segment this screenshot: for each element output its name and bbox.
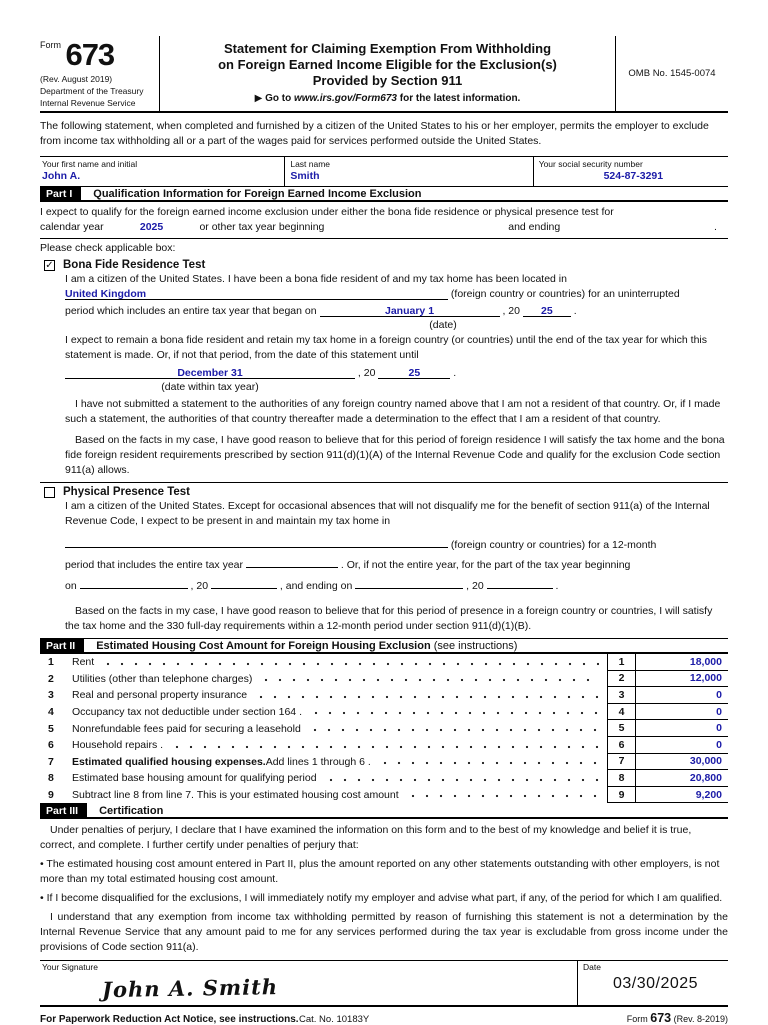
pp-p1-suffix: (foreign country or countries) for a 12-month [450,539,657,551]
bf-period-mark: . [573,305,577,317]
qualify-paragraph: I expect to qualify for the foreign earned income exclusion under either the bona fide residence or physical presence test for [40,206,614,218]
bf-began-year-value[interactable]: 25 [541,305,553,317]
bf-p1: I am a citizen of the United States. I have been a bona fide resident of and my tax home has been located in [65,273,567,285]
row-label-text: Occupancy tax not deductible under section 164 . [72,706,302,719]
bf-date-caption: (date) [429,319,457,331]
bf-p1-suffix: (foreign country or countries) for an uninterrupted [450,288,680,300]
and-ending-label: and ending [508,221,561,233]
part3-tag: Part III [40,803,87,817]
line-number-box: 9 [607,787,636,804]
period-mark: . [714,221,717,233]
table-row [40,704,728,721]
part2-title [84,639,517,652]
line-number-box: 6 [607,737,636,754]
pp-p2-prefix: period that includes the entire tax year [65,559,244,571]
dot-leader [254,693,599,701]
last-name-field[interactable] [285,157,533,186]
line-number-box: 4 [607,704,636,721]
dot-leader [170,743,599,751]
form-footer-id [469,1011,728,1025]
amount-field[interactable]: 20,800 [636,770,728,787]
line-number-box: 3 [607,687,636,704]
bf-until-comma20: , 20 [357,367,376,379]
other-year-label: or other tax year beginning [199,221,325,233]
form-title-block [160,36,616,111]
irs-url-link[interactable]: www.irs.gov/Form673 [294,93,397,104]
bf-began-line [65,304,728,319]
table-row [40,654,728,671]
signature-label: Your Signature [42,962,98,973]
first-name-value[interactable]: John A. [42,170,81,182]
dot-leader [308,726,599,734]
row-label [62,754,607,771]
physical-checkbox[interactable] [44,487,55,498]
amount-field[interactable]: 12,000 [636,671,728,688]
catalog-number: Cat. No. 10183Y [299,1014,370,1025]
amount-field[interactable]: 0 [636,704,728,721]
bf-began-date-value[interactable]: January 1 [385,305,435,317]
identity-row [40,157,728,186]
cert-p1: Under penalties of perjury, I declare that I have examined the information on this form and to the best of my knowledge and belief it is true, correct, and complete. I further certify under penalties of perjury that: [40,824,692,852]
row-number: 7 [48,755,54,768]
bf-until-year-value[interactable]: 25 [408,367,421,379]
pp-comma20-b: , 20 [466,580,484,592]
line-number-box: 2 [607,671,636,688]
line-number-box: 1 [607,654,636,671]
bona-fide-section [40,272,728,478]
pp-on-label: on [65,580,77,592]
bf-until-line [65,366,728,381]
ssn-field[interactable] [534,157,728,186]
physical-heading: Physical Presence Test [63,486,190,498]
part1-bar [40,186,728,202]
cert-bullet2: • If I become disqualified for the exclusions, I will immediately notify my employer and advise what part, if any, of the period for which I am qualified. [40,892,723,905]
dot-leader [324,776,599,784]
bf-country-field[interactable] [65,287,448,300]
table-row [40,787,728,804]
row-label-text: Nonrefundable fees paid for securing a leasehold [72,722,301,735]
dot-leader [259,676,599,684]
pp-begin-year-field[interactable] [211,576,277,589]
part2-tag: Part II [40,639,84,652]
pp-divider [40,482,728,483]
row-label [62,737,607,754]
pp-begin-date-field[interactable] [80,576,188,589]
bf-p4: I have not submitted a statement to the authorities of any foreign country named above that I am not a resident of that country. Or, if I made such a statement, the authorities of that country thereafter made a determination to the effect that I am a resident of that country. [65,398,721,425]
form-title [168,41,607,89]
check-prompt: Please check applicable box: [40,242,176,254]
pp-end-date-field[interactable] [355,576,463,589]
bona-fide-checkbox-row [44,259,728,271]
row-label [62,720,607,737]
bf-date-within-caption: (date within tax year) [161,381,259,393]
line-number-box: 7 [607,754,636,771]
line-number-box: 5 [607,720,636,737]
intro-paragraph: The following statement, when completed and furnished by a citizen of the United States to his or her employer, permits the employer to exclude from income tax withholding all or a part of the wages paid for services performed outside the United States. [40,113,728,157]
pp-p2-suffix: . Or, if not the entire year, for the part of the tax year beginning [340,559,631,571]
dept-irs: Internal Revenue Service [40,98,136,108]
dot-leader [378,759,599,767]
tax-year-line [40,220,728,239]
pp-entire-year-line [65,555,728,573]
row-number: 1 [48,656,54,669]
amount-field[interactable]: 0 [636,737,728,754]
first-name-field[interactable] [40,157,285,186]
table-row [40,671,728,688]
row-label [62,671,607,688]
row-label-bold: Estimated qualified housing expenses. [72,755,266,768]
omb-number: OMB No. 1545-0074 [628,68,716,79]
form-number: 673 [65,37,115,72]
pp-country-field[interactable] [65,535,448,548]
goto-arrow-icon: ▶ Go to [254,93,294,104]
pp-entire-year-field[interactable] [246,555,338,568]
bf-country-line [65,287,728,302]
bf-until-date-field[interactable] [65,366,355,379]
goto-line [168,89,607,107]
footer-rev: (Rev. 8-2019) [673,1014,728,1025]
form-title-line2: on Foreign Earned Income Eligible for the Exclusion(s) [218,57,557,72]
signature-field[interactable] [40,961,578,1005]
ssn-value[interactable]: 524-87-3291 [603,170,664,182]
row-label-text: Estimated base housing amount for qualifying period [72,772,317,785]
physical-checkbox-row [44,486,728,498]
bf-p2-prefix: period which includes an entire tax year that began on [65,305,317,317]
table-row [40,687,728,704]
bf-until-year-field[interactable] [378,366,450,379]
calendar-year-value[interactable]: 2025 [139,221,164,233]
part1-tag: Part I [40,187,81,200]
pp-comma20-a: , 20 [190,580,209,592]
part2-bar [40,638,728,654]
footer-form-number: 673 [650,1011,672,1025]
amount-field[interactable]: 18,000 [636,654,728,671]
row-label-text: Utilities (other than telephone charges) [72,672,253,685]
row-label [62,704,607,721]
form-title-line3: Provided by Section 911 [312,73,463,88]
row-label-text: Subtract line 8 from line 7. This is your estimated housing cost amount [72,789,399,802]
table-row [40,737,728,754]
row-number: 2 [48,672,54,685]
dept-treasury: Department of the Treasury [40,86,144,96]
row-label-text: Real and personal property insurance [72,689,248,702]
page-footer [40,1007,728,1025]
ssn-label: Your social security number [538,159,643,169]
dot-leader [406,792,599,800]
pp-end-year-field[interactable] [487,576,553,589]
form-word: Form [40,40,61,50]
pp-period-mark: . [555,580,559,592]
bona-fide-checkbox[interactable]: ✓ [45,259,54,271]
physical-section [40,499,728,634]
row-label [62,770,607,787]
row-number: 6 [48,739,54,752]
row-label-text: Rent [72,656,95,669]
certification-section [40,823,728,955]
form-number-block [40,36,160,111]
table-row [40,754,728,771]
row-number: 3 [48,689,54,702]
bf-country-value[interactable]: United Kingdom [65,288,147,300]
bf-p3: I expect to remain a bona fide resident and retain my tax home in a foreign country (or countries) until the end of the tax year for which this statement is made. Or, if not that period, from the date of this statement until [65,334,708,361]
signature-value[interactable]: John A. Smith [101,974,279,1003]
form-revision: (Rev. August 2019) [40,74,113,84]
bf-until-date-value[interactable]: December 31 [177,367,243,379]
bf-comma20: , 20 [502,305,520,317]
cert-p2: I understand that any exemption from income tax withholding permitted by reason of furnishing this statement is not a determination by the Internal Revenue Service that any amount paid to me for any services performed during the tax year is excludable from gross income under the provisions of Code section 911(a). [40,911,728,954]
table-row [40,720,728,737]
row-label [62,654,607,671]
paperwork-notice: For Paperwork Reduction Act Notice, see instructions. [40,1014,299,1025]
bf-until-period-mark: . [453,367,457,379]
dot-leader [309,709,599,717]
pp-and-ending-on: , and ending on [279,580,353,592]
cert-bullet1: • The estimated housing cost amount entered in Part II, plus the amount reported on any other statements outstanding with other employers, is not more than my total estimated housing cost amount. [40,858,720,886]
amount-field[interactable]: 0 [636,687,728,704]
date-label: Date [583,962,601,973]
last-name-value[interactable]: Smith [290,170,320,182]
date-value[interactable]: 03/30/2025 [612,975,699,993]
date-field[interactable] [578,961,728,1005]
row-number: 8 [48,772,54,785]
form-title-line1: Statement for Claiming Exemption From Withholding [223,41,552,56]
bf-p5: Based on the facts in my case, I have good reason to believe that for this period of foreign residence I will satisfy the tax home and the bona fide foreign resident requirements prescribed by section 911(d)(1)(A) of the Internal Revenue Code and qualify for the exclusion Code section 911(a) allows. [65,434,725,476]
bf-began-year-field[interactable] [523,304,571,317]
part1-title: Qualification Information for Foreign Earned Income Exclusion [93,188,422,200]
row-number: 4 [48,706,54,719]
housing-cost-table [40,654,728,803]
table-row [40,770,728,787]
first-name-label: Your first name and initial [42,159,138,169]
bf-began-date-field[interactable] [320,304,500,317]
part3-bar [40,803,728,819]
goto-suffix: for the latest information. [397,93,521,104]
part3-title: Certification [99,804,164,817]
dot-leader [101,660,599,668]
row-label [62,687,607,704]
amount-field[interactable]: 9,200 [636,787,728,804]
amount-field[interactable]: 30,000 [636,754,728,771]
pp-country-line [65,535,728,553]
signature-row [40,960,728,1007]
pp-p1: I am a citizen of the United States. Except for occasional absences that will not disqualify me for the benefit of section 911(a) of the Internal Revenue Code, I expect to be present in and maintain my tax home in [65,500,710,527]
line-number-box: 8 [607,770,636,787]
row-label-text: Household repairs . [72,739,164,752]
row-label [62,787,607,804]
bona-fide-heading: Bona Fide Residence Test [63,259,206,271]
amount-field[interactable]: 0 [636,720,728,737]
footer-form-word: Form [626,1014,648,1025]
form-header [40,36,728,113]
part2-title-bold: Estimated Housing Cost Amount for Foreign Housing Exclusion [96,640,431,652]
last-name-label: Last name [290,159,331,169]
part2-title-suffix: (see instructions) [433,640,518,652]
row-number: 5 [48,722,54,735]
row-number: 9 [48,789,54,802]
row-label-text: Add lines 1 through 6 . [265,755,371,768]
calendar-year-label: calendar year [40,221,104,233]
pp-p3: Based on the facts in my case, I have good reason to believe that for this period of presence in a foreign country or countries, I will satisfy the tax home and the 330 full-day requirements within a 12-month period under section 911(d)(1)(B). [65,605,713,632]
pp-dates-line [65,576,728,594]
